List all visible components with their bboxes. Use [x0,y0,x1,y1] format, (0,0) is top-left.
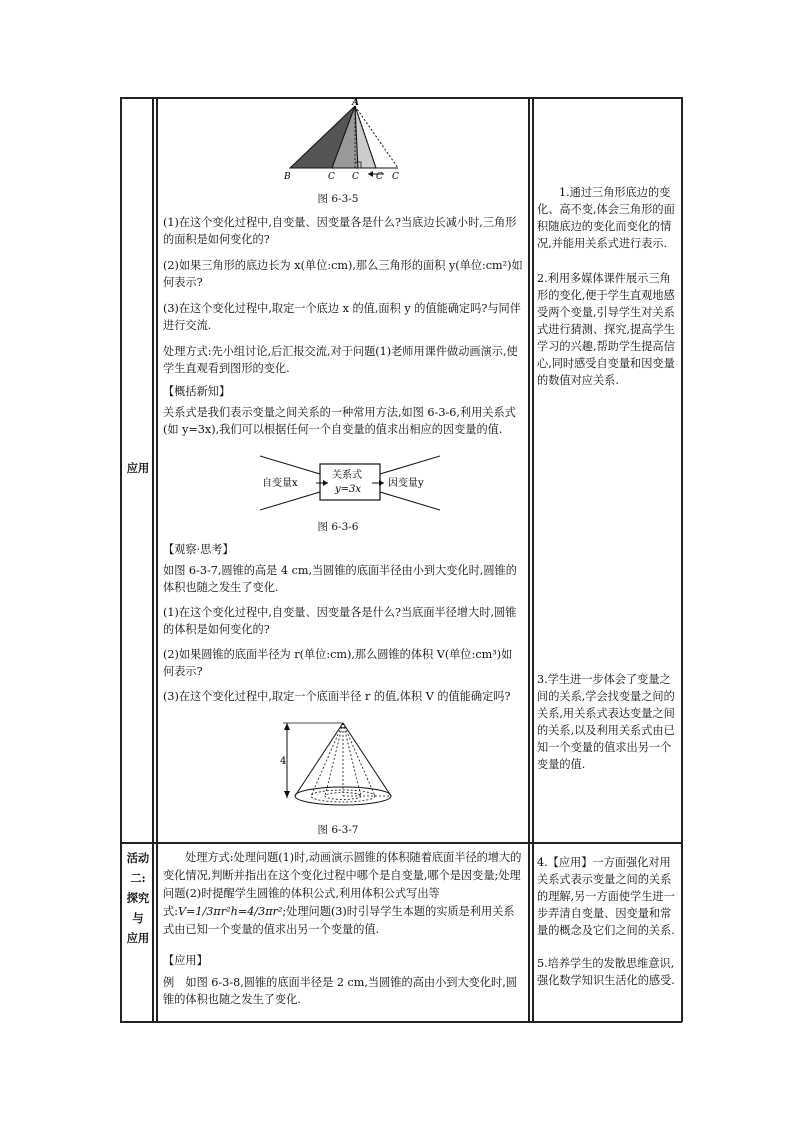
label-c3: C [376,172,383,182]
row-label-line-3: 探究 [126,891,150,905]
fig-caption-636: 图 6-3-6 [317,521,359,533]
observe-text: 如图 6-3-7,圆锥的高是 4 cm,当圆锥的底面半径由小到大变化时,圆锥的体积也随之发生了变化. [163,564,517,594]
table-row-divider [120,842,682,844]
table-divider-1b [156,97,158,1022]
table-border-left [120,97,122,1022]
label-c1: C [328,172,335,182]
relation-diagram [260,452,440,514]
summary-title: 【概括新知】 [163,385,231,398]
fig-caption-635: 图 6-3-5 [317,193,359,205]
note-2: 2.利用多媒体课件展示三角形的变化,便于学生直观地感受两个变量,引导学生对关系式进行猜测、探究,提高学生学习的兴趣,帮助学生提高信心,同时感受自变量和因变量的数值对应关系. [537,272,675,387]
note-1: 1.通过三角形底边的变化、高不变,体会三角形的面积随底边的变化而变化的情况,并能用关系式进行表示. [537,186,675,250]
method-2-text [163,849,523,939]
table-divider-1 [152,97,154,1022]
diagram-box-title: 关系式 [332,470,362,481]
row-label-activity-2 [124,848,152,948]
observe-title: 【观察·思考】 [163,543,234,556]
row-label-apply: 应用 [126,461,150,475]
question-3: (3)在这个变化过程中,取定一个底边 x 的值,面积 y 的值能确定吗?与同伴进行交流. [163,302,521,332]
question-2: (2)如果三角形的底边长为 x(单位:cm),那么三角形的面积 y(单位:cm²)如何表示? [163,259,523,289]
cone-question-1: (1)在这个变化过程中,自变量、因变量各是什么?当底面半径增大时,圆锥的体积是如何变化的? [163,606,517,636]
method-2-part-b: ;处理问题(3)时引导学生本题的实质是利用关系式由已知一个变量的值求出另一个变量的值. [163,905,515,936]
label-c4: C [392,172,399,182]
cone-height-label: 4 [280,756,287,767]
table-border-right [681,97,683,1022]
apply-title: 【应用】 [163,954,208,967]
diagram-output-label: 因变量y [388,478,424,489]
table-border-bottom [120,1021,682,1023]
triangle-figure [280,98,410,182]
method-2-part-a: 处理方式:处理问题(1)时,动画演示圆锥的体积随着底面半径的增大的变化情况,判断并指出在这个变化过程中哪个是自变量,哪个是因变量;处理问题(2)时提醒学生圆锥的体积公式,利用体积公式写出等式: [163,851,522,918]
summary-text: 关系式是我们表示变量之间关系的一种常用方法,如图 6-3-6,利用关系式(如 y=3x),我们可以根据任何一个自变量的值求出相应的因变量的值. [163,406,516,436]
label-c2: C [352,172,359,182]
question-1: (1)在这个变化过程中,自变量、因变量各是什么?当底边长减小时,三角形的面积是如何变化的? [163,216,517,246]
cone-question-3: (3)在这个变化过程中,取定一个底面半径 r 的值,体积 V 的值能确定吗? [163,690,511,703]
label-b: B [284,172,291,182]
volume-formula: V=1/3πr²h=4/3πr² [177,905,283,918]
row-label-line-2: 二: [130,871,146,885]
fig-caption-637: 图 6-3-7 [317,824,359,836]
note-4: 4.【应用】一方面强化对用关系式表示变量之间的关系的理解,另一方面使学生进一步弄清自变量、因变量和常量的概念及它们之间的关系. [537,856,675,937]
cone-figure [275,718,400,808]
note-3: 3.学生进一步体会了变量之间的关系,学会找变量之间的关系,用关系式表达变量之间的关系,以及利用关系式由已知一个变量的值求出另一个变量的值. [537,673,675,771]
method-text: 处理方式:先小组讨论,后汇报交流,对于问题(1)老师用课件做动画演示,使学生直观看到图形的变化. [163,345,518,375]
row-label-line-1: 活动 [126,851,150,865]
table-divider-2b [532,97,534,1022]
note-5: 5.培养学生的发散思维意识,强化数学知识生活化的感受. [537,957,675,987]
example-text: 例 如图 6-3-8,圆锥的底面半径是 2 cm,当圆锥的高由小到大变化时,圆锥的体积也随之发生了变化. [163,976,517,1006]
cone-question-2: (2)如果圆锥的底面半径为 r(单位:cm),那么圆锥的体积 V(单位:cm³)如何表示? [163,648,513,678]
row-label-line-4: 与 [132,911,144,925]
diagram-formula: y=3x [335,484,362,495]
label-a: A [352,98,359,108]
diagram-input-label: 自变量x [262,478,298,489]
row-label-line-5: 应用 [126,931,150,945]
table-divider-2 [528,97,530,1022]
